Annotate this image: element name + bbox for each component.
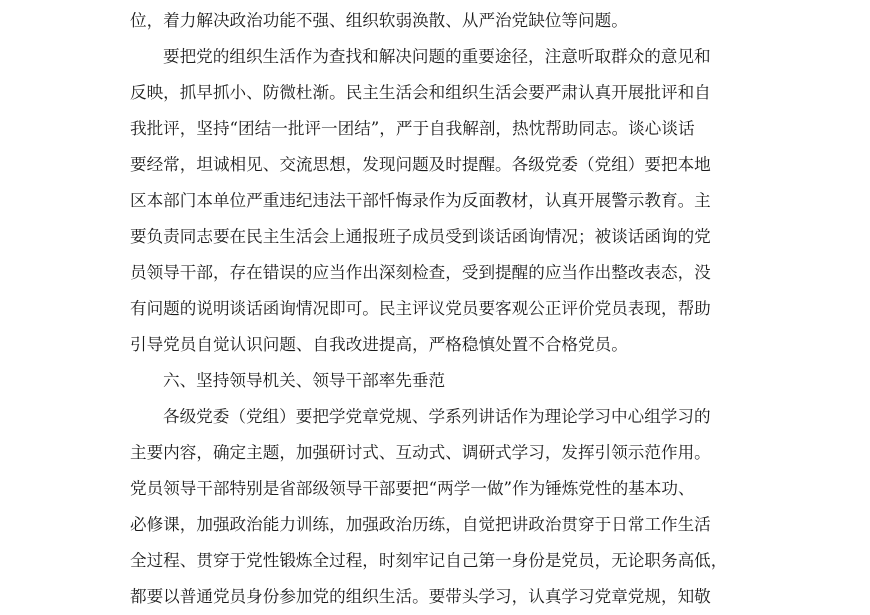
text-line: 要经常，坦诚相见、交流思想，发现问题及时提醒。各级党委（党组）要把本地 <box>130 155 711 174</box>
text-line: 我批评，坚持“团结一批评一团结”，严于自我解剖，热忱帮助同志。谈心谈话 <box>130 119 695 138</box>
text-line: 引导党员自觉认识问题、自我改进提高，严格稳慎处置不合格党员。 <box>130 335 628 354</box>
text-line: 必修课，加强政治能力训练，加强政治历练，自觉把讲政治贯穿于日常工作生活 <box>130 515 711 534</box>
text-line: 区本部门本单位严重违纪违法干部忏悔录作为反面教材，认真开展警示教育。主 <box>130 191 711 210</box>
text-line: 位，着力解决政治功能不强、组织软弱涣散、从严治党缺位等问题。 <box>130 11 628 30</box>
text-line: 有问题的说明谈话函询情况即可。民主评议党员要客观公正评价党员表现，帮助 <box>130 299 711 318</box>
text-line: 员领导干部，存在错误的应当作出深刻检查，受到提醒的应当作出整改表态，没 <box>130 263 711 282</box>
text-line: 主要内容，确定主题，加强研讨式、互动式、调研式学习，发挥引领示范作用。 <box>130 443 711 462</box>
text-line: 要负责同志要在民主生活会上通报班子成员受到谈话函询情况；被谈话函询的党 <box>130 227 711 246</box>
text-line: 反映，抓早抓小、防微杜渐。民主生活会和组织生活会要严肃认真开展批评和自 <box>130 83 711 102</box>
document-body <box>130 3 750 615</box>
paragraph-first-line: 要把党的组织生活作为查找和解决问题的重要途径，注意听取群众的意见和 <box>163 47 711 66</box>
text-line: 全过程、贯穿于党性锻炼全过程，时刻牢记自己第一身份是党员，无论职务高低， <box>130 551 728 570</box>
document-page <box>130 0 750 606</box>
text-line: 党员领导干部特别是省部级领导干部要把“两学一做”作为锤炼党性的基本功、 <box>130 479 695 498</box>
text-line: 都要以普通党员身份参加党的组织生活。要带头学习，认真学习党章党规，知敬 <box>130 587 711 606</box>
paragraph-first-line: 各级党委（党组）要把学党章党规、学系列讲话作为理论学习中心组学习的 <box>163 407 711 426</box>
paragraph-first-line: 六、坚持领导机关、领导干部率先垂范 <box>163 371 446 390</box>
